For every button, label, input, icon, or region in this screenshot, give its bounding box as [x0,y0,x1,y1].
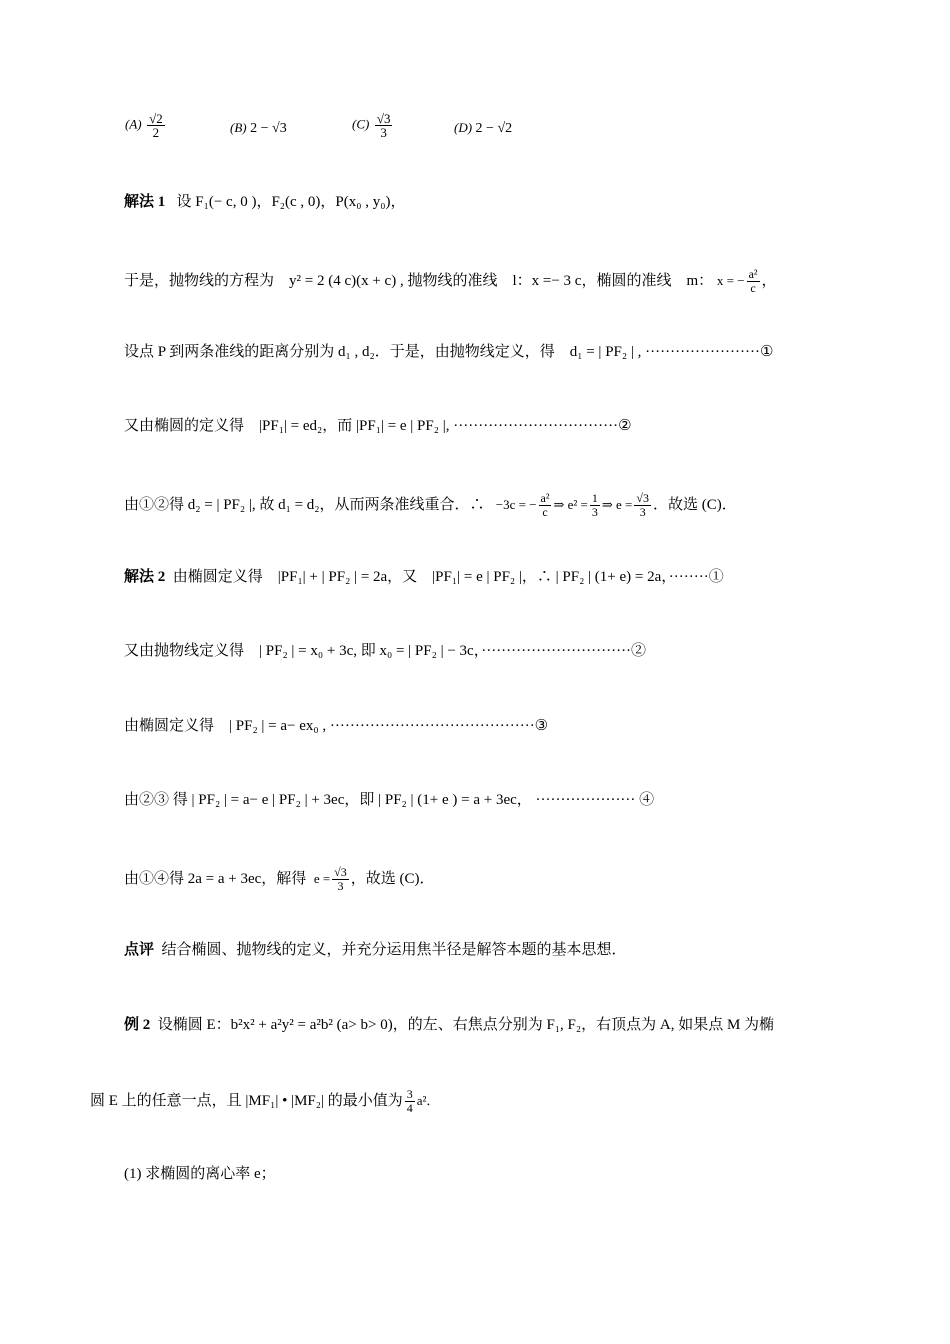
option-a-label: (A) [125,116,142,132]
sol1-heading: 解法 1 [124,194,166,210]
directrix-fraction: $\frac{\text{a²}}{c}$ [748,267,758,295]
example2-frac: $\frac{3}{4}$ [406,1087,413,1115]
option-c-label: (C) [352,116,370,132]
example2-q1: (1) 求椭圆的离心率 e； [124,1166,276,1182]
sol2-line3: 由椭圆定义得 | PF₂ | = a− ex₀ , ·········································③ [124,718,549,734]
sol1-line3: 设点 P 到两条准线的距离分别为 d₁ , d₂．于是，由抛物线定义，得 d₁ = | PF₂ | , ·······················① [124,344,774,360]
comment: 点评 结合椭圆、抛物线的定义，并充分运用焦半径是解答本题的基本思想． [124,942,627,958]
sol1-line5: 由①②得 d₂ = | PF₂ |, 故 d₁ = d₂，从而两条准线重合．∴ −3c = − $\frac{\text{a²}}{c}$ ⇒ e² = $\frac{1}{3}$ ⇒ e = $\frac{√3}{3}$ ．故选 (C)． [124,491,737,519]
example2-line1: 例 2 设椭圆 E：b²x² + a²y² = a²b² (a> b> 0)，的左、右焦点分别为 F₁, F₂，右顶点为 A, 如果点 M 为椭 [124,1017,775,1033]
option-d-expr: 2 − √2 [475,121,513,136]
sol1-line1: 解法 1 设 F₁(− c, 0 )，F₂(c , 0)，P(x₀ , y₀)， [124,194,406,210]
option-b [230,120,287,137]
sol2-line5: 由①④得 2a = a + 3ec，解得 e = $\frac{√3}{3}$ ，故选 (C)． [124,865,435,893]
option-b-label: (B) [230,120,247,135]
sol1-frac-b: $\frac{1}{3}$ [591,491,598,519]
sol1-line4: 又由椭圆的定义得 |PF₁| = ed₂，而 |PF₁| = e | PF₂ |, ·································② [124,418,632,434]
option-d [454,120,512,137]
option-b-expr: 2 − √3 [250,121,287,136]
comment-heading: 点评 [124,942,155,958]
sol2-heading: 解法 2 [124,569,166,585]
sol1-line2: 于是，抛物线的方程为 y² = 2 (4 c)(x + c) , 抛物线的准线 l：x =− 3 c，椭圆的准线 m： x = − $\frac{\text{a²}}{c}$ ， [124,267,777,295]
example2-heading: 例 2 [124,1017,151,1033]
option-a-fraction: $\frac{√2}{2}$ [149,111,163,140]
option-d-label: (D) [454,120,473,135]
sol2-frac: $\frac{√3}{3}$ [334,865,347,893]
option-c [352,112,394,139]
sol1-frac-c: $\frac{√3}{3}$ [636,491,649,519]
example2-line2: 圆 E 上的任意一点，且 |MF₁| • |MF₂| 的最小值为 $\frac{3}{4}$ a²． [90,1087,440,1115]
sol1-frac-a: $\frac{\text{a²}}{c}$ [540,491,550,519]
sol2-line4: 由②③ 得 | PF₂ | = a− e | PF₂ | + 3ec，即 | PF₂ | (1+ e ) = a + 3ec， ···················· ④ [124,792,655,808]
option-a [125,112,167,139]
option-c-fraction: $\frac{√3}{3}$ [376,111,391,140]
sol2-line1: 解法 2 由椭圆定义得 |PF₁| + | PF₂ | = 2a，又 |PF₁| = e | PF₂ |，∴ | PF₂ | (1+ e) = 2a，········① [124,569,724,585]
sol2-line2: 又由抛物线定义得 | PF₂ | = x₀ + 3c, 即 x₀ = | PF₂ | − 3c，······························② [124,643,647,659]
